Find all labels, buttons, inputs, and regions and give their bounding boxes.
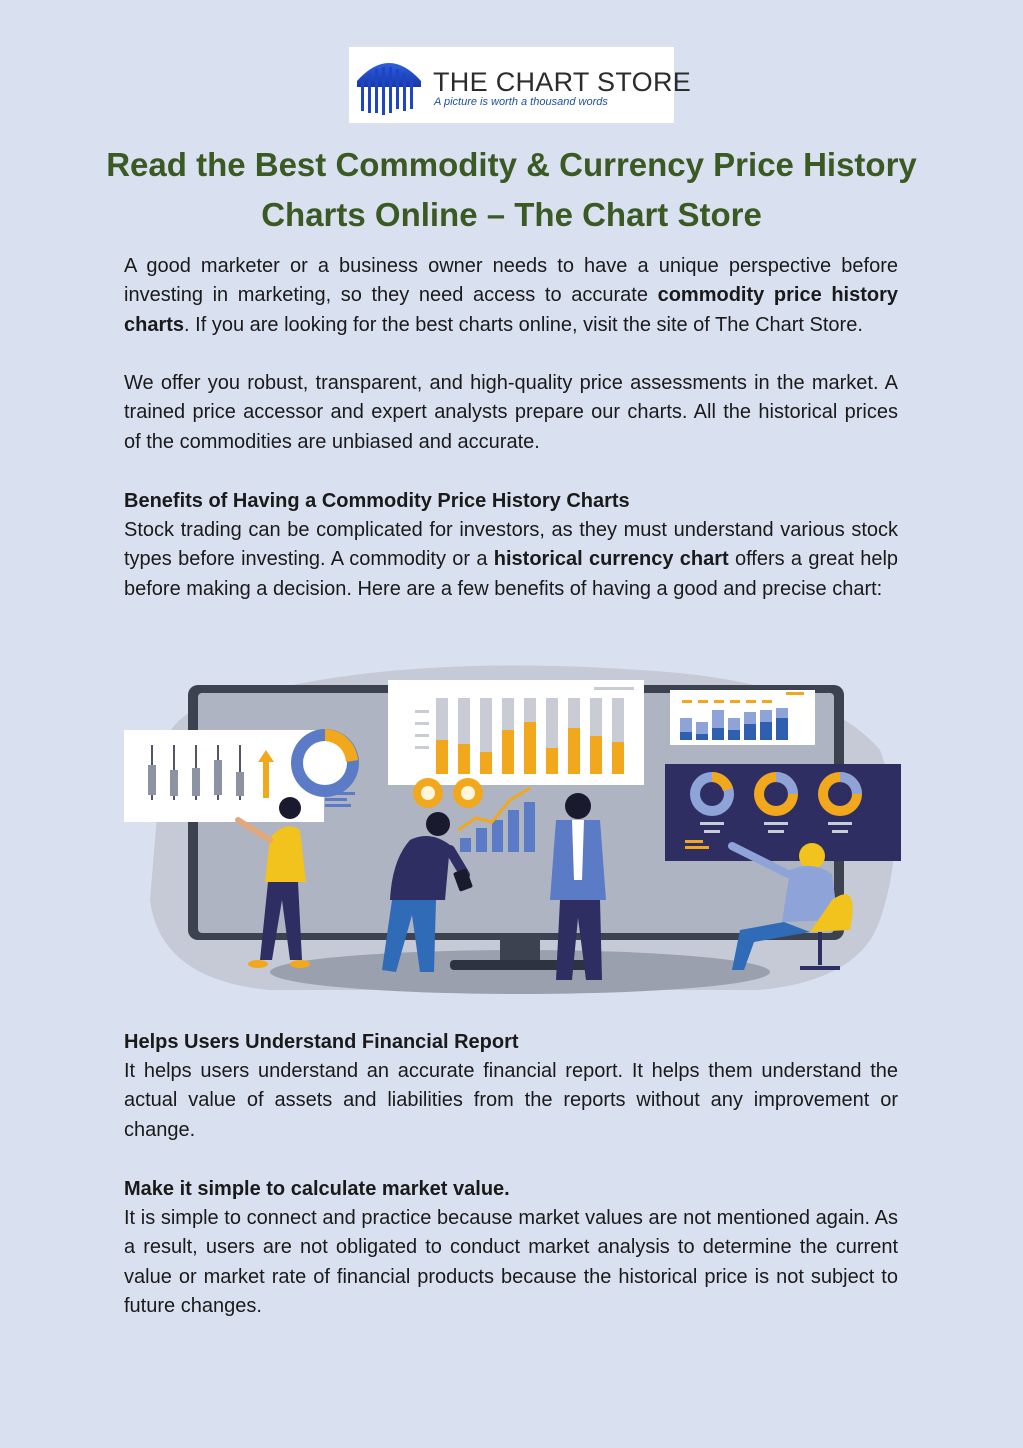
illustration bbox=[120, 660, 902, 1010]
logo-tagline: A picture is worth a thousand words bbox=[434, 96, 608, 108]
intro-paragraph-1 bbox=[124, 252, 898, 340]
benefits-heading: Benefits of Having a Commodity Price History Charts bbox=[124, 490, 630, 512]
benefits-paragraph bbox=[124, 516, 898, 604]
logo-name: THE CHART STORE bbox=[433, 67, 692, 97]
commodity-price-history-link: commodity price history charts bbox=[124, 284, 898, 336]
section2-heading: Make it simple to calculate market value. bbox=[124, 1178, 510, 1200]
logo bbox=[349, 47, 692, 123]
historical-currency-chart-link: historical currency chart bbox=[493, 548, 729, 571]
page-title: Read the Best Commodity & Currency Price History Charts Online – The Chart Store bbox=[106, 146, 917, 233]
section1-heading: Helps Users Understand Financial Report bbox=[124, 1031, 519, 1053]
intro-text-1b: . If you are looking for the best charts online, visit the site of The Chart Store. bbox=[184, 313, 863, 336]
intro-paragraph-2: We offer you robust, transparent, and high-quality price assessments in the market. A trained price accessor and expert analysts prepare our charts. All the historical prices of the commodities are unbiased and accurate. bbox=[124, 372, 898, 453]
section1-body: It helps users understand an accurate financial report. It helps them understand the actual value of assets and liabilities from the reports without any improvement or change. bbox=[124, 1060, 898, 1141]
chart-store-logo-icon bbox=[353, 51, 425, 119]
benefits-text-a: Stock trading can be complicated for investors, as they must understand various stock types before investing. A commodity or a bbox=[124, 519, 898, 571]
section2-body: It is simple to connect and practice because market values are not mentioned again. As a result, users are not obligated to conduct market analysis to determine the current value or market rate of financial products because the historical price is not subject to future changes. bbox=[124, 1207, 898, 1318]
intro-text-1a: A good marketer or a business owner needs to have a unique perspective before investing in marketing, so they need access to accurate bbox=[124, 255, 898, 307]
people-analyzing-charts-illustration-icon bbox=[120, 660, 902, 1005]
benefits-text-b: offers a great help before making a decision. Here are a few benefits of having a good and precise chart: bbox=[124, 548, 899, 600]
